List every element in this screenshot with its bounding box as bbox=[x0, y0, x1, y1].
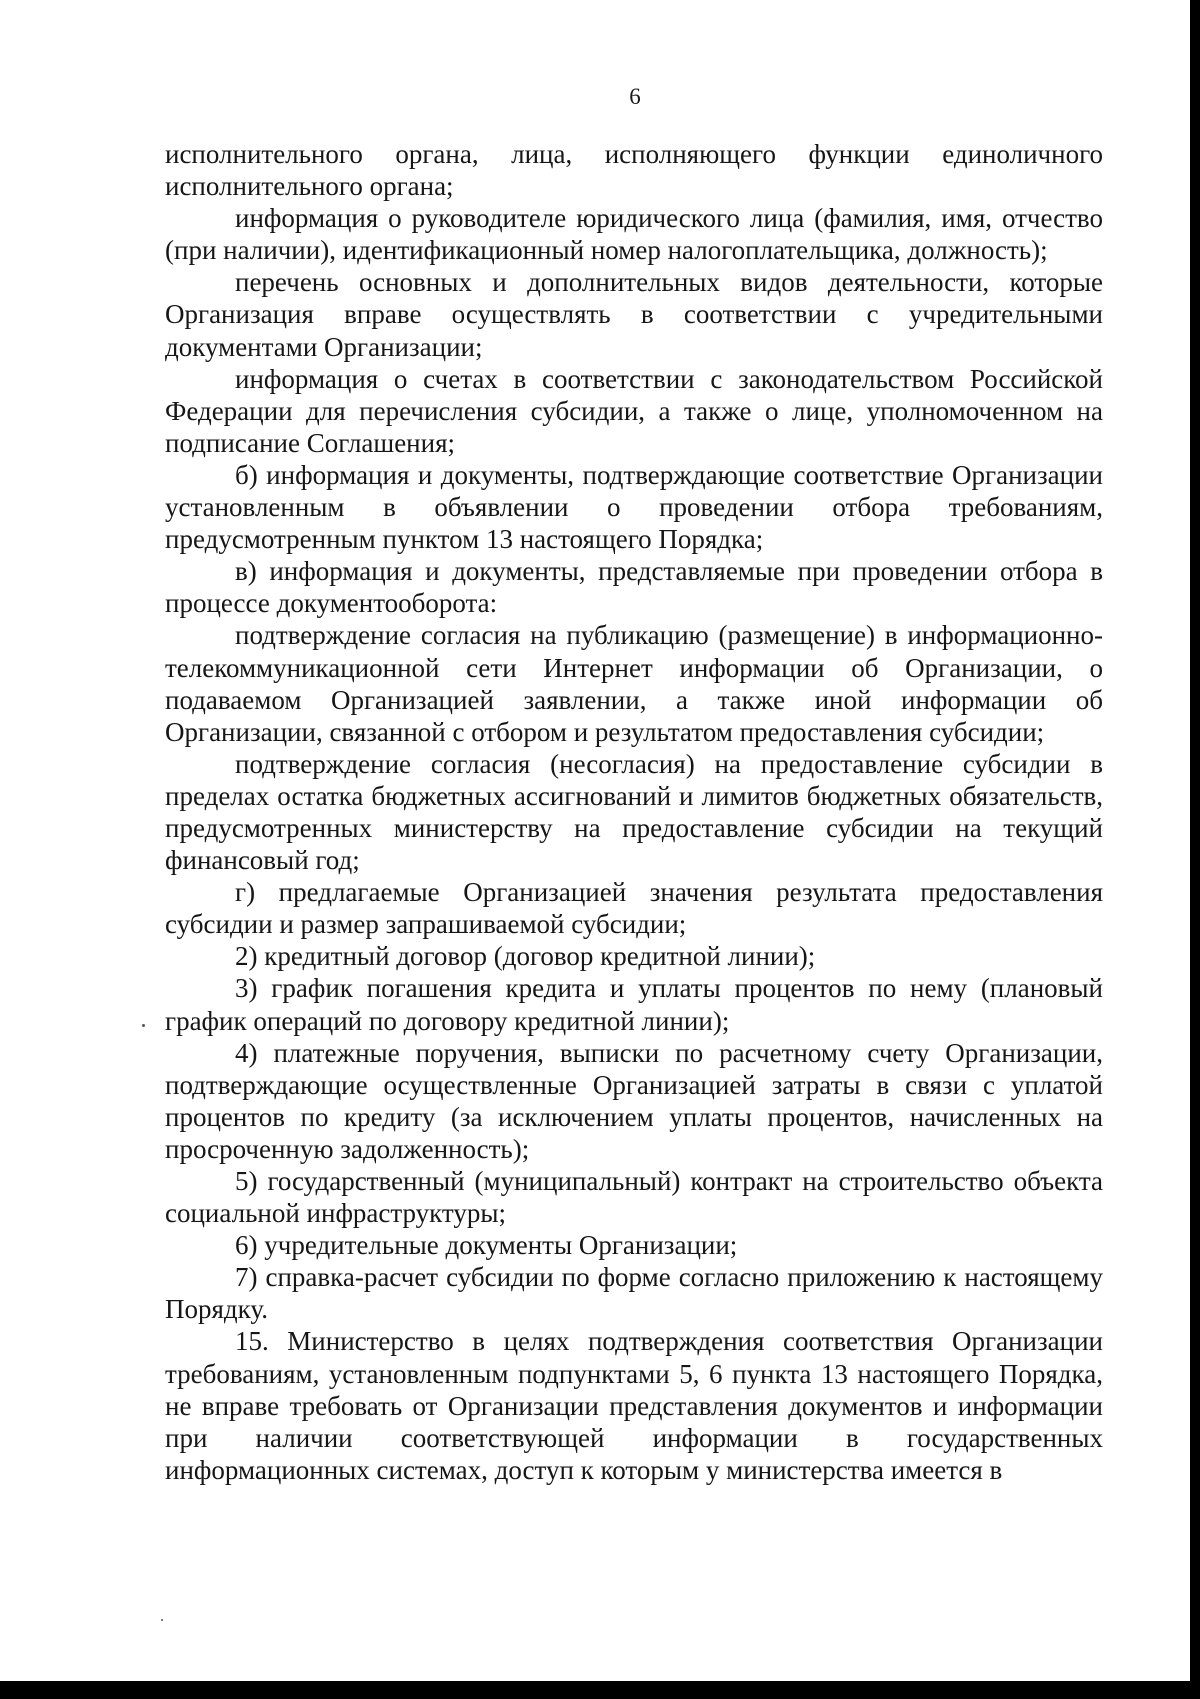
paragraph-item-6: 6) учредительные документы Организации; bbox=[235, 1230, 738, 1261]
paragraph-item-3: 3) график погашения кредита и уплаты процентов по нему (плановый график операций по договору кредитной линии); bbox=[165, 973, 1103, 1036]
paragraph-item-2: 2) кредитный договор (договор кредитной линии); bbox=[235, 941, 816, 972]
paragraph-accounts-info: информация о счетах в соответствии с законодательством Российской Федерации для перечисления субсидии, а также о лице, уполномоченном на подписание Соглашения; bbox=[165, 363, 1103, 458]
paragraph-head-info: информация о руководителе юридического лица (фамилия, имя, отчество (при наличии), идентификационный номер налогоплательщика, должность); bbox=[165, 203, 1103, 266]
paragraph-item-b: б) информация и документы, подтверждающие соответствие Организации установленным в объявлении о проведении отбора требованиям, предусмотренным пунктом 13 настоящего Порядка; bbox=[165, 459, 1103, 555]
paragraph-item-4: 4) платежные поручения, выписки по расчетному счету Организации, подтверждающие осуществленные Организацией затраты в связи с уплатой процентов по кредиту (за исключением уплаты процентов, начисленных на просроченную задолженность); bbox=[165, 1037, 1103, 1164]
paragraph-item-5: 5) государственный (муниципальный) контракт на строительство объекта социальной инфраструктуры; bbox=[165, 1166, 1103, 1229]
paragraph-executive-body: исполнительного органа, лица, исполняющего функции единоличного исполнительного органа; bbox=[165, 139, 1103, 202]
paragraph-item-v: в) информация и документы, представляемые при проведении отбора в процессе документооборота: bbox=[165, 556, 1103, 619]
paragraph-item-7: 7) справка-расчет субсидии по форме согласно приложению к настоящему Порядку. bbox=[165, 1262, 1103, 1325]
scan-speck bbox=[142, 1024, 145, 1027]
scan-border-bottom bbox=[0, 1681, 1200, 1699]
scan-speck bbox=[161, 1619, 163, 1621]
scan-border-right bbox=[1190, 0, 1200, 1699]
paragraph-subsidy-consent: подтверждение согласия (несогласия) на предоставление субсидии в пределах остатка бюджетных ассигнований и лимитов бюджетных обязательств, предусмотренных министерству на предоставление субсидии на текущий финансовый год; bbox=[165, 748, 1103, 876]
paragraph-activities-list: перечень основных и дополнительных видов деятельности, которые Организация вправе осуществлять в соответствии с учредительными документами Организации; bbox=[165, 267, 1103, 362]
page-number: 6 bbox=[629, 84, 641, 109]
paragraph-item-g: г) предлагаемые Организацией значения результата предоставления субсидии и размер запрашиваемой субсидии; bbox=[165, 877, 1103, 940]
paragraph-publication-consent: подтверждение согласия на публикацию (размещение) в информационно-телекоммуникационной сети Интернет информации об Организации, о подаваемом Организацией заявлении, а также иной информации об Организации, связанной с отбором и результатом предоставления субсидии; bbox=[165, 620, 1103, 747]
paragraph-clause-15: 15. Министерство в целях подтверждения соответствия Организации требованиям, установленным подпунктами 5, 6 пункта 13 настоящего Порядка, не вправе требовать от Организации представления документов и информации при наличии соответствующей информации в государственных информационных системах, доступ к которым у министерства имеется в bbox=[165, 1326, 1103, 1485]
document-body bbox=[165, 138, 1103, 1486]
